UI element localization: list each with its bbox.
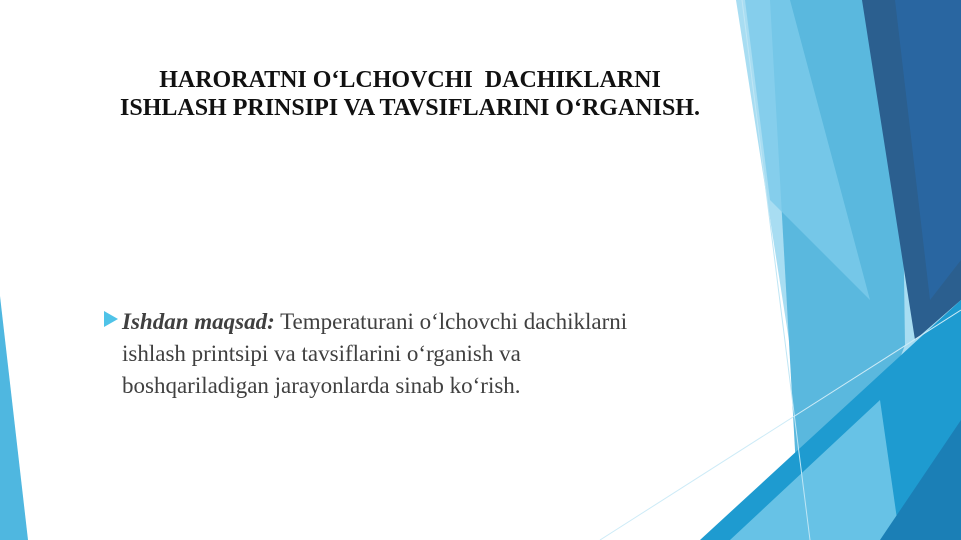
objective-lead: Ishdan maqsad: [122,309,275,334]
objective-line-1: Temperaturani o‘lchovchi dachiklarni [274,309,628,334]
slide-title [40,66,780,122]
objective-line-2: ishlash printsipi va tavsiflarini o‘rganish va [122,341,521,366]
objective-line-3: boshqariladigan jarayonlarda sinab ko‘rish. [122,373,521,398]
objective-bullet [100,306,760,402]
title-line-2: ISHLASH PRINSIPI VA TAVSIFLARINI O‘RGANISH. [120,95,700,121]
objective-text [122,306,627,402]
title-line-1: HARORATNI O‘LCHOVCHI DACHIKLARNI [159,67,661,93]
triangle-bullet-icon [100,310,122,328]
left-accent-shape [0,296,28,540]
